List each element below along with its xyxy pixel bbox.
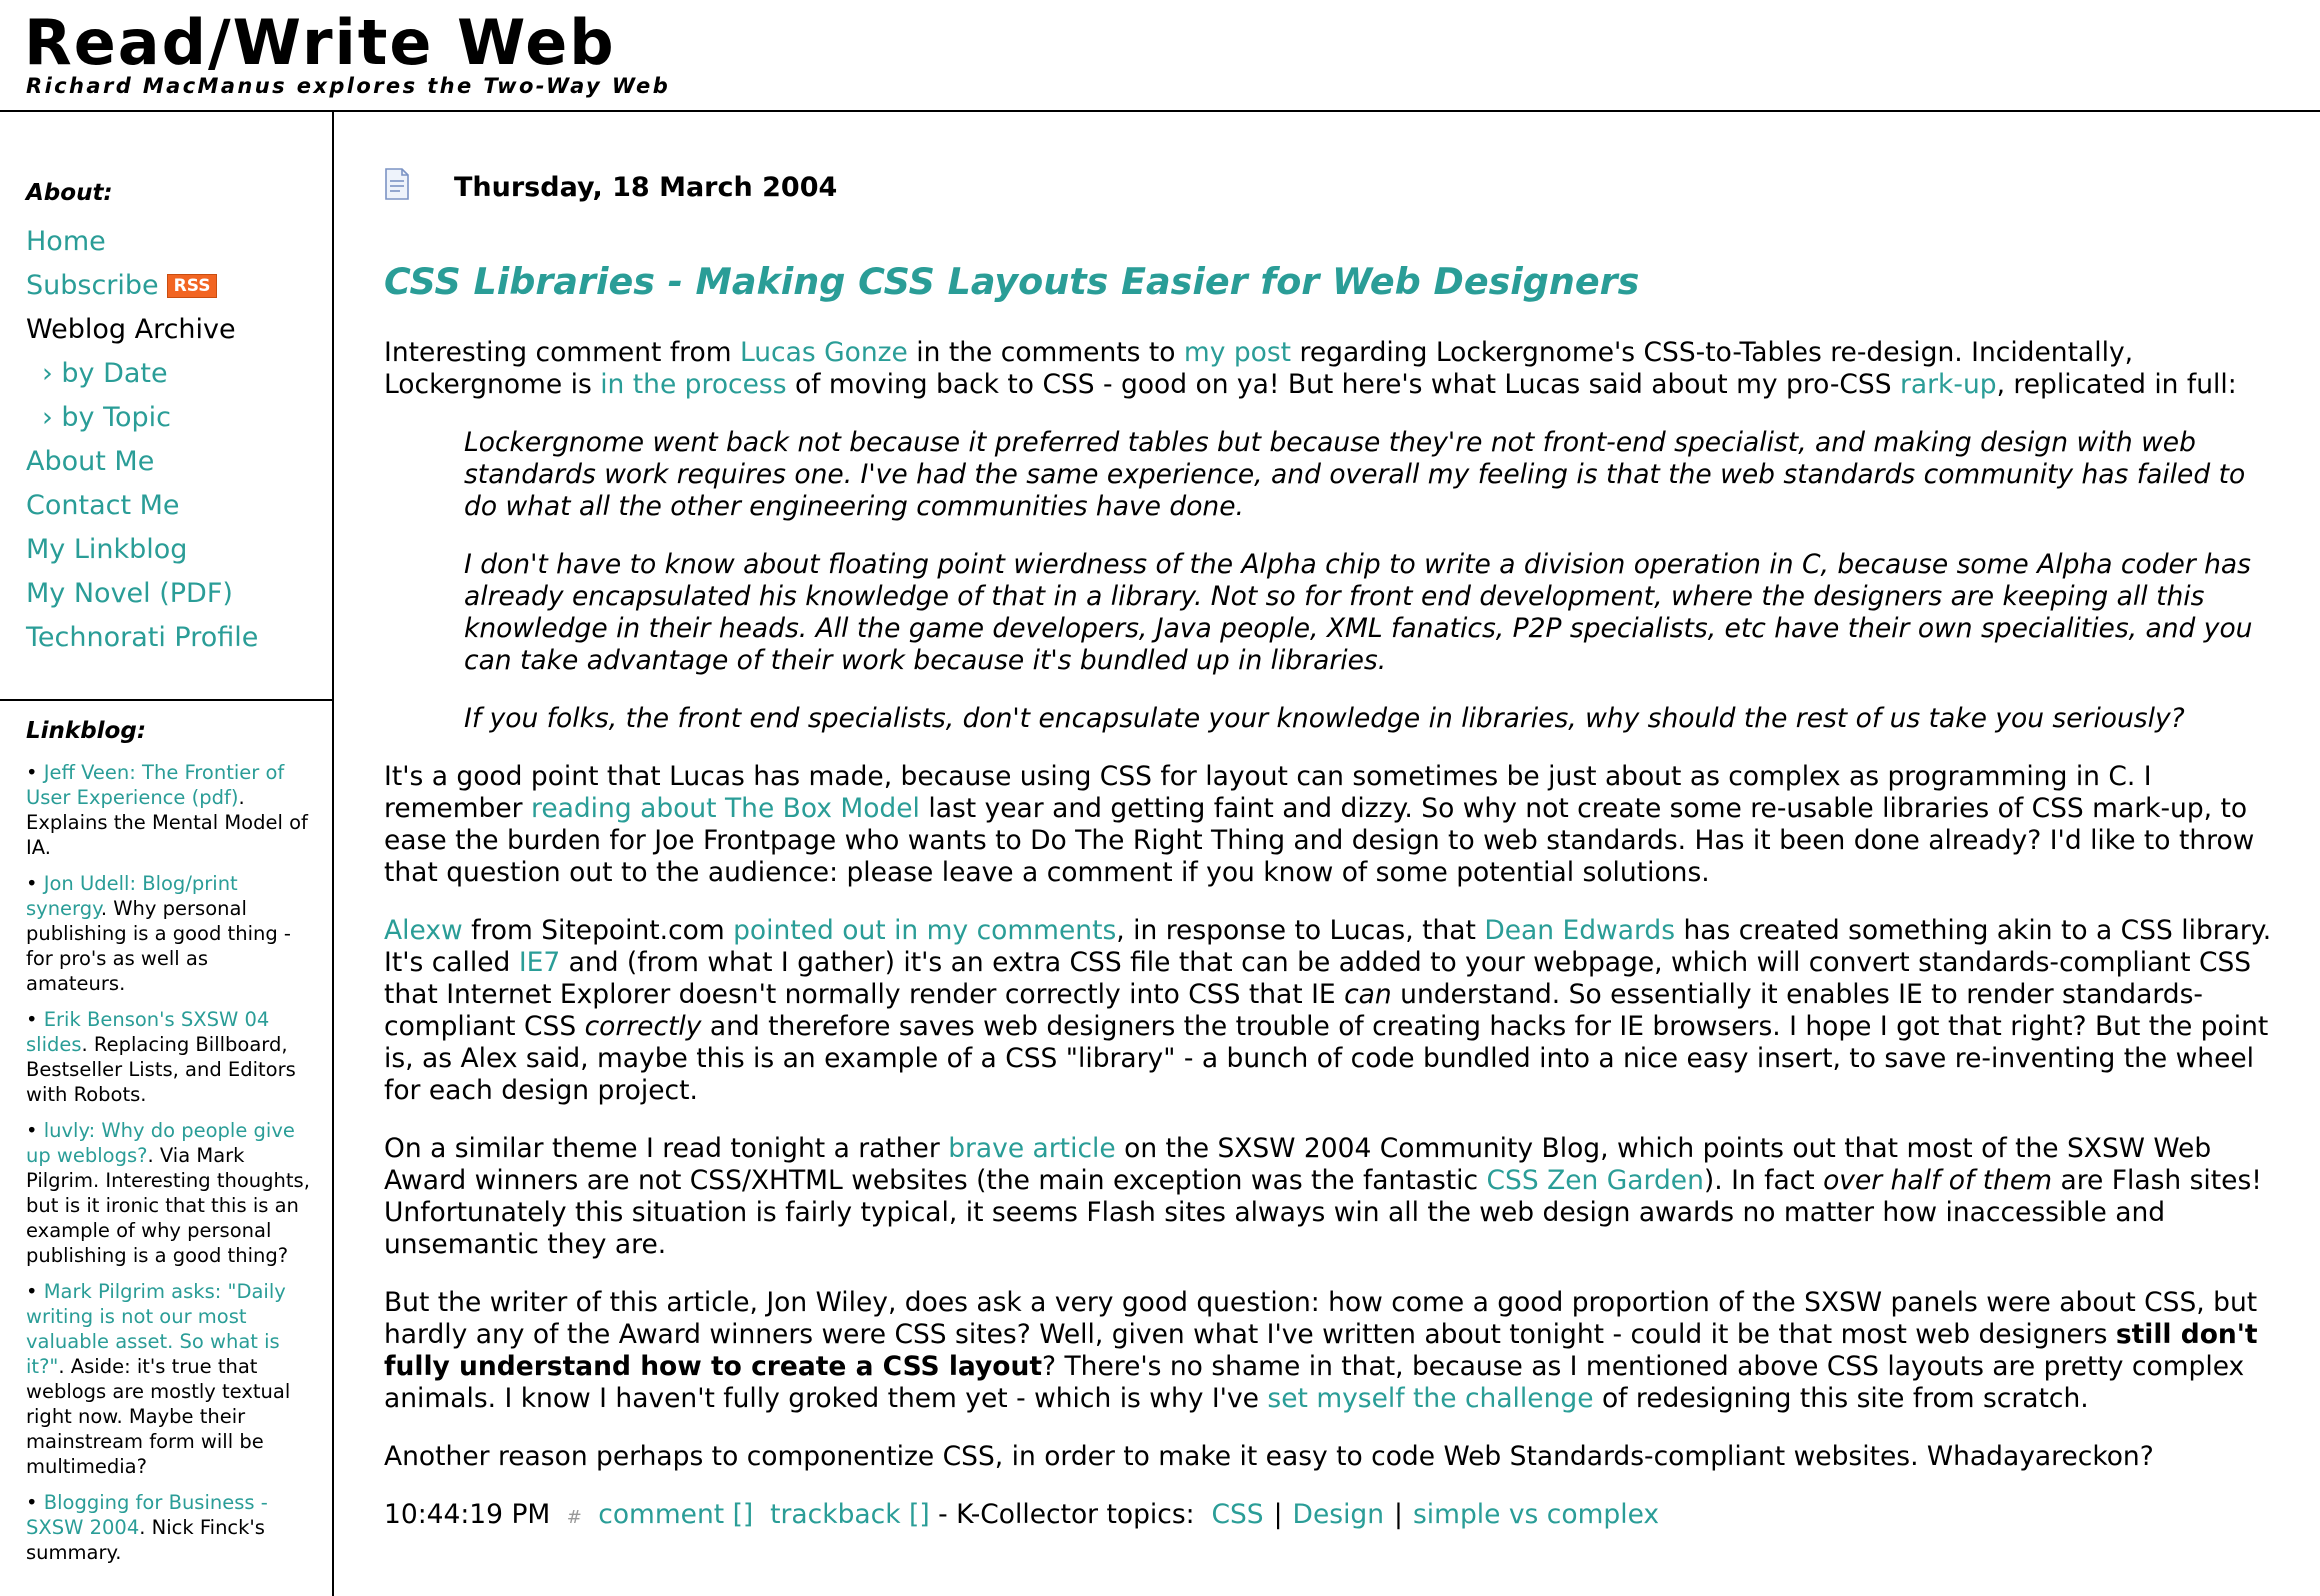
text-run: ? There's no shame in that, because as I mentioned above CSS layouts are pretty complex animals. I know I haven't fully groked them yet - which is why I've <box>384 1351 2245 1414</box>
bullet: • <box>26 1280 38 1303</box>
linkblog-description: . Aside: it's true that weblogs are mostly textual right now. Maybe their mainstream form will be multimedia? <box>26 1355 291 1478</box>
linkblog-item <box>26 1118 310 1268</box>
topic-link[interactable]: Design <box>1292 1499 1385 1530</box>
sidebar-item[interactable] <box>26 484 258 528</box>
linkblog-list <box>26 760 310 1576</box>
inline-link[interactable]: brave article <box>948 1133 1116 1164</box>
linkblog-link[interactable]: Blogging for Business - SXSW 2004 <box>26 1491 268 1539</box>
sidebar-item[interactable] <box>26 616 258 660</box>
sidebar-item <box>26 308 258 352</box>
italic-text: over half of them <box>1823 1165 2053 1196</box>
quote-paragraph: If you folks, the front end specialists, don't encapsulate your knowledge in libraries, why should the rest of us take you seriously? <box>464 703 2185 734</box>
linkblog-description: . Nick Finck's summary. <box>26 1516 265 1564</box>
text-run: from Sitepoint.com <box>462 915 734 946</box>
text-run: and therefore saves web designers the trouble of creating hacks for IE browsers. I hope I got that right? But the point is, as Alex said, maybe this is an example of a CSS "library" - a bunch of code bundled into a nice easy insert, to save re-inventing the wheel for each design project. <box>384 1011 2269 1106</box>
sidebar-item[interactable] <box>26 440 258 484</box>
quote-paragraph: Lockergnome went back not because it preferred tables but because they're not front-end specialist, and making design with web standards work requires one. I've had the same experience, and overall my feeling is that the web standards community has failed to do what all the other engineering communities have done. <box>464 427 2246 522</box>
sidebar-item[interactable] <box>26 264 258 308</box>
trackback-link[interactable]: trackback [] <box>770 1499 930 1530</box>
text-run: are Flash sites! Unfortunately this situation is fairly typical, it seems Flash sites always win all the web design awards no matter how inaccessible and unsemantic they are. <box>384 1165 2262 1260</box>
text-run: of redesigning this site from scratch. <box>1593 1383 2089 1414</box>
text-run: of moving back to CSS - good on ya! But here's what Lucas said about my pro-CSS <box>786 369 1900 400</box>
linkblog-link[interactable]: Jon Udell: Blog/print synergy <box>26 872 238 920</box>
bullet: • <box>26 1008 38 1031</box>
sidebar <box>0 112 334 1596</box>
topics-label: - K-Collector topics: <box>938 1499 1195 1530</box>
inline-link[interactable]: IE7 <box>518 947 561 978</box>
sidebar-item-label[interactable]: Contact Me <box>26 490 180 521</box>
about-nav <box>26 220 258 660</box>
post-date: Thursday, 18 March 2004 <box>454 172 838 203</box>
inline-link[interactable]: my post <box>1183 337 1292 368</box>
linkblog-item <box>26 1279 310 1479</box>
linkblog-description: . Via Mark Pilgrim. Interesting thoughts, but is it ironic that this is an example of why personal publishing is a good thing? <box>26 1144 310 1267</box>
inline-link[interactable]: in the process <box>600 369 787 400</box>
inline-link[interactable]: rark-up <box>1900 369 1997 400</box>
text-run: Interesting comment from <box>384 337 740 368</box>
linkblog-description: . Why personal publishing is a good thing - for pro's as well as amateurs. <box>26 897 291 995</box>
about-box <box>0 112 332 701</box>
inline-link[interactable]: set myself the challenge <box>1267 1383 1594 1414</box>
document-icon <box>384 168 410 200</box>
text-run: last year and getting faint and dizzy. So why not create some re-usable libraries of CSS mark-up, to ease the burden for Joe Frontpage who wants to Do The Right Thing and design to web standards. Has it been done already? I'd like to throw that question out to the audience: please leave a comment if you know of some potential solutions. <box>384 793 2255 888</box>
text-run: It's a good point that Lucas has made, because using CSS for layout can sometimes be just about as complex as programming in C. I remember <box>384 761 2152 824</box>
text-run: , in response to Lucas, that <box>1116 915 1485 946</box>
linkblog-item <box>26 1490 310 1565</box>
sidebar-item-label[interactable]: About Me <box>26 446 155 477</box>
post-footer <box>384 1499 2274 1534</box>
inline-link[interactable]: pointed out in my comments <box>733 915 1117 946</box>
text-run: on the SXSW 2004 Community Blog, which points out that most of the SXSW Web Award winners are not CSS/XHTML websites (the main exception was the fantastic <box>384 1133 2212 1196</box>
sidebar-item[interactable] <box>26 528 258 572</box>
italic-text: can <box>1344 979 1392 1010</box>
linkblog-link[interactable]: Mark Pilgrim asks: "Daily writing is not our most valuable asset. So what is it?" <box>26 1280 286 1378</box>
bullet: • <box>26 1119 38 1142</box>
topic-separator: | <box>1273 1499 1283 1530</box>
bullet: • <box>26 872 38 895</box>
linkblog-description: . Explains the Mental Model of IA. <box>26 786 308 859</box>
topic-links <box>1211 1499 1659 1530</box>
sidebar-item-label[interactable]: Technorati Profile <box>26 622 259 653</box>
linkblog-item <box>26 1007 310 1107</box>
linkblog-heading: Linkblog: <box>26 718 147 744</box>
text-run: Another reason perhaps to componentize CSS, in order to make it easy to code Web Standards-compliant websites. Whadayareckon? <box>384 1441 2154 1472</box>
inline-link[interactable]: Lucas Gonze <box>739 337 908 368</box>
post-paragraph <box>384 915 2274 1107</box>
bold-text: still don't fully understand how to create a CSS layout <box>384 1319 2258 1382</box>
text-run: and (from what I gather) it's an extra CSS file that can be added to your webpage, which will convert standards-compliant CSS that Internet Explorer doesn't normally render correctly into CSS that IE <box>384 947 2252 1010</box>
sidebar-item-label[interactable]: My Linkblog <box>26 534 188 565</box>
sidebar-item-label[interactable]: Home <box>26 226 106 257</box>
text-run: On a similar theme I read tonight a rather <box>384 1133 949 1164</box>
inline-link[interactable]: CSS Zen Garden <box>1486 1165 1704 1196</box>
text-run: has created something akin to a CSS library. It's called <box>384 915 2272 978</box>
linkblog-item <box>26 871 310 996</box>
text-run: , replicated in full: <box>1996 369 2237 400</box>
linkblog-link[interactable]: Erik Benson's SXSW 04 slides <box>26 1008 270 1056</box>
sidebar-item-label[interactable]: › by Topic <box>42 402 171 433</box>
linkblog-link[interactable]: Jeff Veen: The Frontier of User Experience (pdf) <box>26 761 285 809</box>
topic-link[interactable]: CSS <box>1211 1499 1264 1530</box>
post-title[interactable]: CSS Libraries - Making CSS Layouts Easier for Web Designers <box>384 260 1640 303</box>
text-run: in the comments to <box>907 337 1184 368</box>
blockquote <box>464 427 2274 735</box>
sidebar-item[interactable] <box>26 220 258 264</box>
linkblog-description: . Replacing Billboard, Bestseller Lists, and Editors with Robots. <box>26 1033 296 1106</box>
topic-link[interactable]: simple vs complex <box>1412 1499 1660 1530</box>
sidebar-item[interactable] <box>26 396 258 440</box>
sidebar-item-label[interactable]: › by Date <box>42 358 168 389</box>
sidebar-item-label: Weblog Archive <box>26 314 236 345</box>
post-paragraph <box>384 1287 2274 1415</box>
linkblog-link[interactable]: luvly: Why do people give up weblogs? <box>26 1119 295 1167</box>
sidebar-item-label[interactable]: My Novel (PDF) <box>26 578 233 609</box>
site-header <box>0 0 2320 112</box>
italic-text: correctly <box>584 1011 702 1042</box>
site-title[interactable]: Read/Write Web <box>24 6 616 79</box>
sidebar-item[interactable] <box>26 352 258 396</box>
sidebar-item-label[interactable]: Subscribe <box>26 270 159 301</box>
topic-separator: | <box>1394 1499 1403 1530</box>
quote-paragraph: I don't have to know about floating point wierdness of the Alpha chip to write a division operation in C, because some Alpha coder has already encapsulated his knowledge of that in a library. Not so for front end development, where the designers are keeping all this knowledge in their heads. All the game developers, Java people, XML fanatics, P2P specialists, etc have their own specialities, and you can take advantage of their work because it's bundled up in libraries. <box>464 549 2253 676</box>
text-run: But the writer of this article, Jon Wiley, does ask a very good question: how come a good proportion of the SXSW panels were about CSS, but hardly any of the Award winners were CSS sites? Well, given what I've written about tonight - could it be that most web designers <box>384 1287 2258 1350</box>
post-paragraph <box>384 1133 2274 1261</box>
inline-link[interactable]: reading about The Box Model <box>531 793 920 824</box>
text-run: understand. So essentially it enables IE to render standards-compliant CSS <box>384 979 2203 1042</box>
post-paragraph <box>384 337 2274 401</box>
post-time: 10:44:19 PM <box>384 1499 551 1530</box>
post-body <box>384 337 2274 1534</box>
inline-link[interactable]: Dean Edwards <box>1484 915 1676 946</box>
bullet: • <box>26 1491 38 1514</box>
sidebar-item[interactable] <box>26 572 258 616</box>
post-paragraph <box>384 1441 2274 1473</box>
rss-badge[interactable]: RSS <box>167 274 218 298</box>
about-heading: About: <box>26 180 113 206</box>
post-paragraph <box>384 761 2274 889</box>
linkblog-item <box>26 760 310 860</box>
text-run: ). In fact <box>1703 1165 1824 1196</box>
site-subtitle: Richard MacManus explores the Two-Way Web <box>26 74 671 98</box>
text-run: regarding Lockergnome's CSS-to-Tables re-design. Incidentally, Lockergnome is <box>384 337 2134 400</box>
bullet: • <box>26 761 38 784</box>
inline-link[interactable]: Alexw <box>384 915 463 946</box>
comment-link[interactable]: comment [] <box>598 1499 754 1530</box>
permalink-hash[interactable]: # <box>566 1507 582 1528</box>
